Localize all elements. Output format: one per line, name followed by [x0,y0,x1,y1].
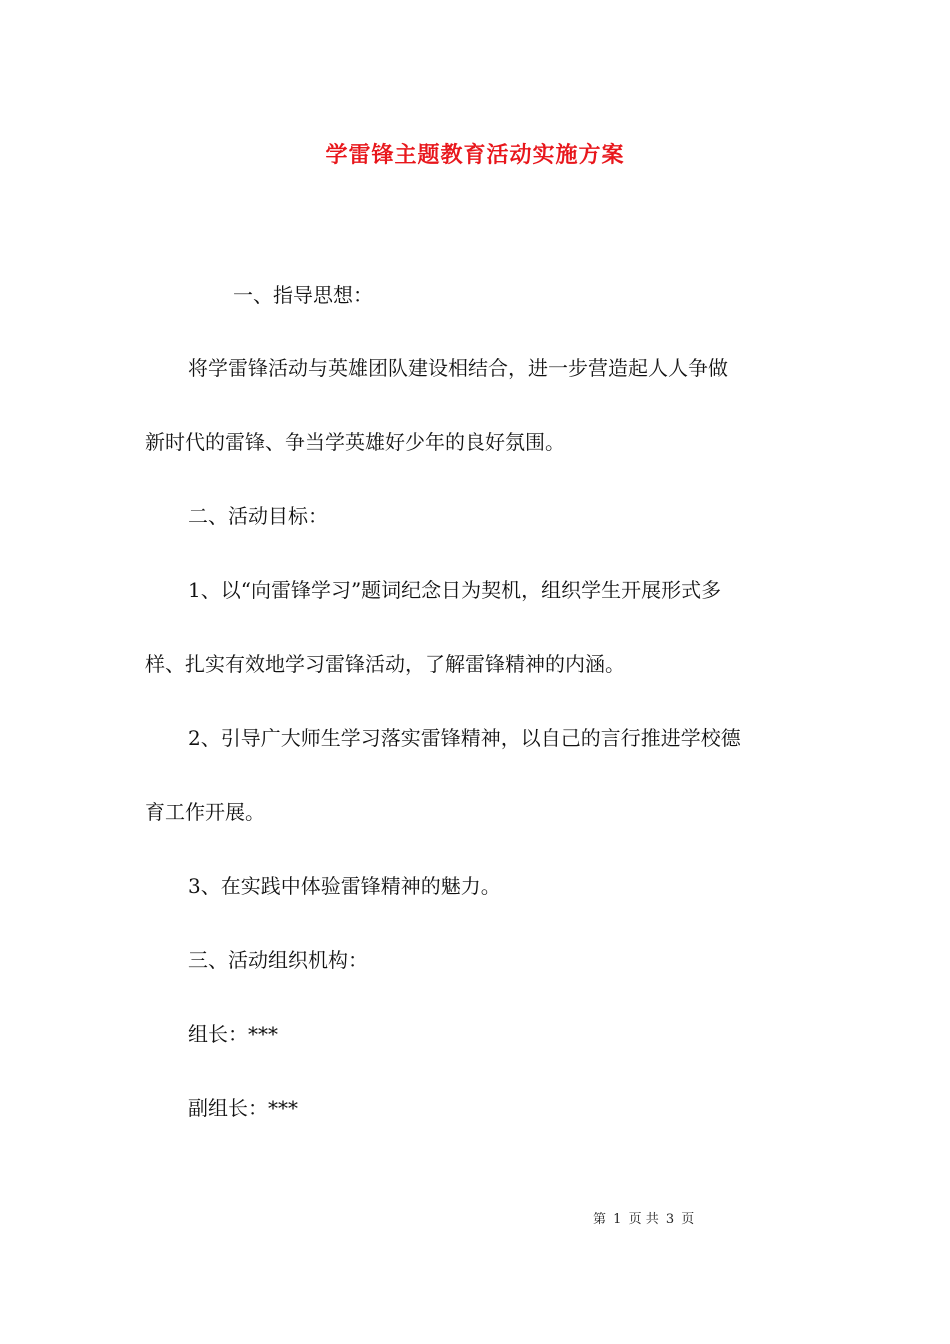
paragraph-line: 3、在实践中体验雷锋精神的魅力。 [188,874,501,898]
heading-organization: 三、活动组织机构： [188,948,368,972]
document-title: 学雷锋主题教育活动实施方案 [325,143,625,168]
footer-middle: 页 共 [628,1212,659,1227]
page-footer [593,1208,697,1227]
footer-suffix: 页 [681,1212,695,1227]
footer-total-pages: 3 [665,1212,675,1227]
paragraph-line: 育工作开展。 [145,800,265,824]
paragraph-line: 将学雷锋活动与英雄团队建设相结合，进一步营造起人人争做 [188,356,728,380]
paragraph-line: 1、以“向雷锋学习”题词纪念日为契机，组织学生开展形式多 [188,578,722,602]
paragraph-line: 样、扎实有效地学习雷锋活动，了解雷锋精神的内涵。 [145,652,625,676]
footer-prefix: 第 [593,1212,607,1227]
deputy-leader-line: 副组长：*** [188,1096,298,1120]
heading-guiding-ideology: 一、指导思想： [233,283,373,307]
paragraph-line: 新时代的雷锋、争当学英雄好少年的良好氛围。 [145,430,565,454]
paragraph-line: 2、引导广大师生学习落实雷锋精神，以自己的言行推进学校德 [188,726,741,750]
footer-current-page: 1 [613,1212,622,1227]
heading-activity-goals: 二、活动目标： [188,504,328,528]
leader-line: 组长：*** [188,1022,278,1046]
